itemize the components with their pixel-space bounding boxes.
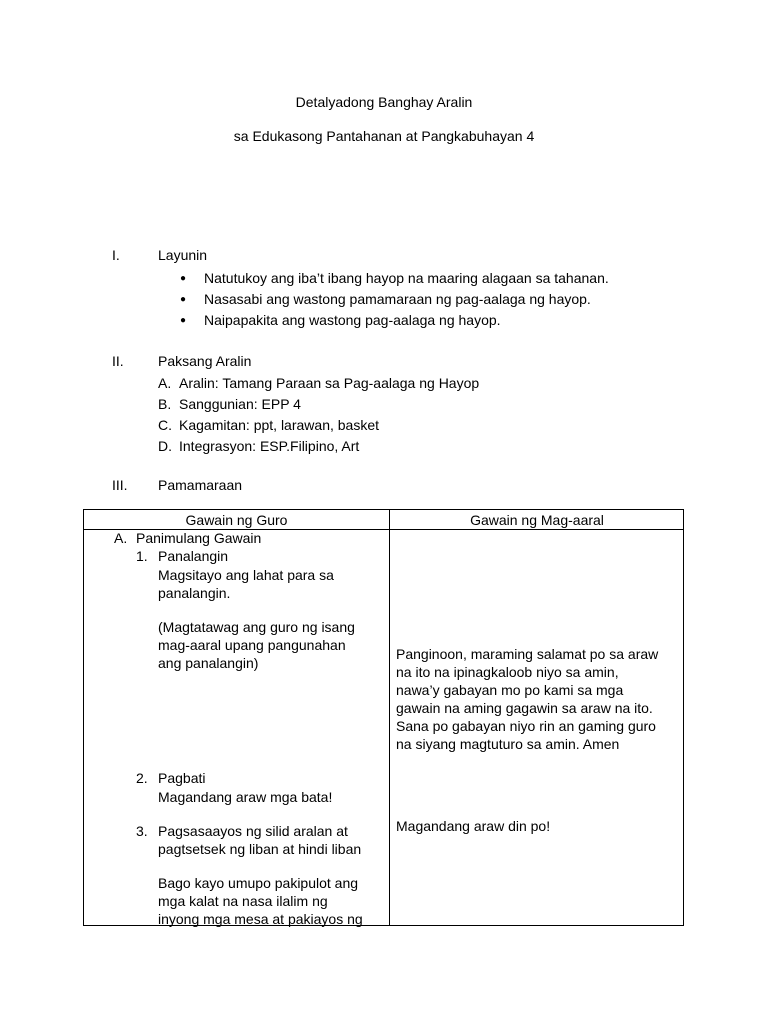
step-note: Bago kayo umupo pakipulot ang xyxy=(158,875,359,891)
student-prayer-line: Panginoon, maraming salamat po sa araw xyxy=(396,646,659,662)
student-prayer-line: gawain na aming gagawin sa araw na ito. xyxy=(396,700,653,716)
table-header-mag-aaral: Gawain ng Mag-aaral xyxy=(470,512,604,528)
section-numeral: III. xyxy=(112,477,128,493)
part-title: Panimulang Gawain xyxy=(136,530,262,546)
student-prayer-line: Sana po gabayan niyo rin an gaming guro xyxy=(396,718,656,734)
section-heading: Layunin xyxy=(158,247,208,263)
section-heading: Pamamaraan xyxy=(158,477,243,493)
step-text: Magsitayo ang lahat para sa xyxy=(158,567,334,583)
objective-text: Natutukoy ang iba’t ibang hayop na maaring alagaan sa tahanan. xyxy=(204,270,609,286)
document-subtitle: sa Edukasong Pantahanan at Pangkabuhayan 4 xyxy=(233,128,535,144)
step-title: pagtsetsek ng liban at hindi liban xyxy=(158,841,362,857)
step-text: panalangin. xyxy=(158,585,231,601)
procedure-table xyxy=(83,509,684,926)
bullet-icon: ● xyxy=(180,315,187,326)
step-title: Pagbati xyxy=(158,770,206,786)
part-letter: A. xyxy=(114,530,128,546)
objective-text: Nasasabi ang wastong pamamaraan ng pag-aalaga ng hayop. xyxy=(204,291,591,307)
step-title: Panalangin xyxy=(158,548,229,564)
item-text: Sanggunian: EPP 4 xyxy=(179,396,301,412)
bullet-icon: ● xyxy=(180,294,187,305)
item-letter: A. xyxy=(158,375,172,391)
item-letter: B. xyxy=(158,396,172,412)
step-note: ang panalangin) xyxy=(158,655,259,671)
section-numeral: I. xyxy=(112,247,120,263)
step-text: Magandang araw mga bata! xyxy=(158,789,333,805)
bullet-icon: ● xyxy=(180,273,187,284)
section-numeral: II. xyxy=(112,353,124,369)
item-letter: C. xyxy=(158,417,172,433)
step-number: 3. xyxy=(136,823,148,839)
step-note: (Magtatawag ang guro ng isang xyxy=(158,619,355,635)
item-text: Aralin: Tamang Paraan sa Pag-aalaga ng Hayop xyxy=(179,375,480,391)
table-header-guro: Gawain ng Guro xyxy=(185,512,288,528)
step-number: 1. xyxy=(136,548,148,564)
student-prayer-line: na ito na ipinagkaloob niyo sa amin, xyxy=(396,664,619,680)
step-number: 2. xyxy=(136,770,148,786)
document-title: Detalyadong Banghay Aralin xyxy=(295,94,473,110)
student-prayer-line: na siyang magtuturo sa amin. Amen xyxy=(396,736,620,752)
section-heading: Paksang Aralin xyxy=(158,353,252,369)
step-note: mga kalat na nasa ilalim ng xyxy=(158,893,328,909)
student-prayer-line: nawa’y gabayan mo po kami sa mga xyxy=(396,682,624,698)
step-note: mag-aaral upang pangunahan xyxy=(158,637,346,653)
student-greeting-reply: Magandang araw din po! xyxy=(396,818,551,834)
table-column-divider xyxy=(389,510,390,925)
item-letter: D. xyxy=(158,438,172,454)
step-note: inyong mga mesa at pakiayos ng xyxy=(158,911,363,927)
item-text: Kagamitan: ppt, larawan, basket xyxy=(179,417,380,433)
step-title: Pagsasaayos ng silid aralan at xyxy=(158,823,348,839)
objective-text: Naipapakita ang wastong pag-aalaga ng hayop. xyxy=(204,312,501,328)
item-text: Integrasyon: ESP.Filipino, Art xyxy=(179,438,360,454)
